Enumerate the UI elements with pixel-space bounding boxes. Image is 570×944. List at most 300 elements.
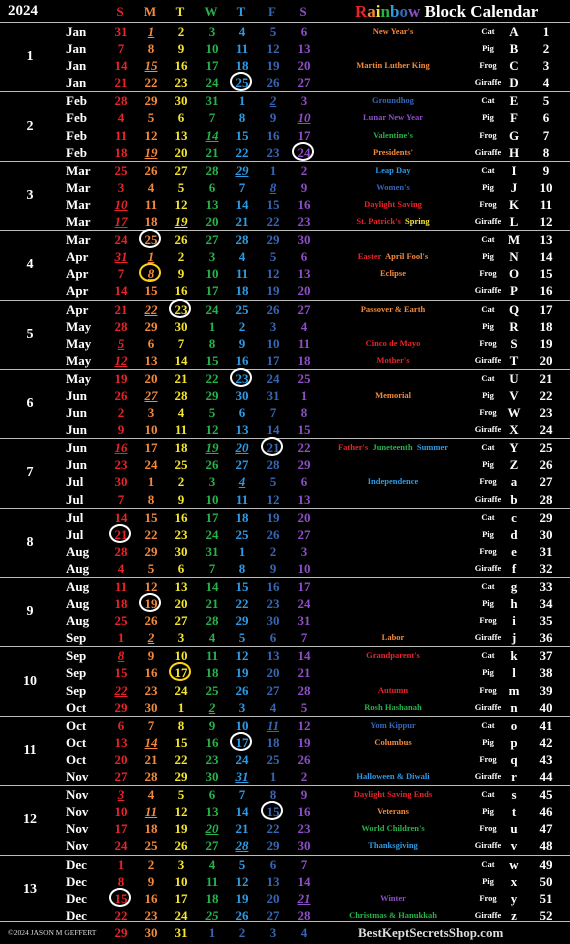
day-cell: 27 (114, 769, 128, 785)
animal-label: Giraffe (474, 909, 502, 920)
day-cell: 9 (177, 491, 185, 507)
day-cell: 31 (174, 924, 188, 940)
day-cell: 14 (114, 509, 128, 525)
animal-label: Pig (482, 389, 494, 400)
month-label: Aug (66, 543, 90, 559)
event-label (320, 803, 466, 820)
day-cell: 3 (117, 179, 125, 195)
day-cell: 17 (205, 58, 219, 74)
day-cell: 19 (266, 283, 280, 299)
week-number: 25 (539, 440, 553, 456)
day-cell: 11 (235, 266, 249, 282)
week-number: 31 (539, 543, 553, 559)
week-number: 5 (542, 93, 550, 109)
week-block (0, 22, 570, 91)
event-text: Thanksgiving (368, 840, 418, 851)
week-number: 37 (539, 648, 553, 664)
animal-label: Frog (479, 684, 497, 695)
day-cell: 22 (235, 596, 249, 612)
letter-label: l (512, 665, 516, 681)
day-cell: 17 (144, 440, 158, 456)
day-cell: 29 (114, 924, 128, 940)
day-cell: 14 (114, 58, 128, 74)
month-label: Nov (66, 769, 89, 785)
month-label: Jan (66, 58, 87, 74)
week-row (0, 768, 570, 785)
week-block (0, 161, 570, 230)
event-label (320, 473, 466, 490)
day-cell: 18 (297, 352, 311, 368)
month-label: Jun (66, 405, 87, 421)
week-number: 8 (542, 144, 550, 160)
letter-label: E (509, 93, 519, 109)
event-label (320, 265, 466, 282)
week-number: 35 (539, 613, 553, 629)
day-cell: 8 (238, 560, 246, 576)
day-cell: 28 (266, 457, 280, 473)
week-number: 28 (539, 491, 553, 507)
title-rainbow-word (355, 2, 420, 21)
week-row (0, 57, 570, 74)
day-cell: 13 (297, 266, 311, 282)
month-label: Oct (66, 717, 87, 733)
day-cell: 9 (117, 422, 125, 438)
day-cell: 18 (114, 144, 128, 160)
day-cell: 31 (205, 543, 219, 559)
animal-label: Cat (481, 95, 495, 106)
day-cell: 5 (238, 856, 246, 872)
day-cell: 15 (144, 58, 158, 74)
day-cell: 30 (297, 838, 311, 854)
month-label: Feb (66, 144, 87, 160)
day-cell: 26 (235, 682, 249, 698)
highlight-circle (169, 299, 191, 318)
day-cell: 17 (205, 283, 219, 299)
week-number: 36 (539, 630, 553, 646)
day-cell: 19 (174, 821, 188, 837)
day-cell: 7 (238, 179, 246, 195)
animal-label: Cat (481, 858, 495, 869)
day-cell: 2 (147, 630, 155, 646)
day-cell: 7 (269, 405, 277, 421)
event-label (320, 682, 466, 699)
day-cell: 12 (174, 804, 188, 820)
letter-label: J (510, 179, 518, 195)
week-row (0, 612, 570, 629)
animal-label: Pig (482, 875, 494, 886)
week-number: 12 (539, 214, 553, 230)
day-cell: 11 (235, 41, 249, 57)
week-number: 21 (539, 370, 553, 386)
day-cell: 13 (235, 422, 249, 438)
day-cell: 30 (266, 613, 280, 629)
animal-label: Cat (481, 442, 495, 453)
day-cell: 3 (238, 699, 246, 715)
week-number: 22 (539, 387, 553, 403)
event-text: Mother's (376, 354, 410, 365)
day-cell: 14 (114, 283, 128, 299)
day-cell: 22 (174, 751, 188, 767)
day-cell: 10 (297, 110, 311, 126)
day-cell: 4 (208, 856, 216, 872)
day-cell: 1 (208, 318, 216, 334)
day-cell: 8 (269, 787, 277, 803)
event-label (320, 352, 466, 369)
day-cell: 2 (177, 24, 185, 39)
month-label: Jun (66, 457, 87, 473)
day-cell: 13 (174, 579, 188, 594)
animal-label: Frog (479, 892, 497, 903)
day-cell: 21 (297, 890, 311, 906)
day-cell: 26 (205, 457, 219, 473)
week-row (0, 629, 570, 646)
animal-label: Giraffe (474, 840, 502, 851)
day-cell: 3 (300, 543, 308, 559)
day-cell: 13 (114, 734, 128, 750)
week-row (0, 318, 570, 335)
day-cell: 30 (144, 924, 158, 940)
letter-label: W (507, 405, 521, 421)
week-number: 17 (539, 301, 553, 317)
year-label: 2024 (8, 3, 38, 19)
copyright: ©2024 JASON M GEFFERT (8, 928, 97, 937)
event-label (320, 837, 466, 854)
dow-saturday: S (299, 4, 307, 19)
day-cell: 8 (147, 491, 155, 507)
day-cell: 26 (144, 162, 158, 178)
day-cell: 25 (205, 907, 219, 923)
day-cell: 13 (297, 41, 311, 57)
letter-label: k (510, 648, 518, 664)
day-cell: 20 (297, 283, 311, 299)
day-cell: 23 (144, 682, 158, 698)
day-cell: 8 (177, 717, 185, 733)
day-cell: 19 (144, 144, 158, 160)
day-cell: 26 (235, 907, 249, 923)
day-cell: 16 (144, 890, 158, 906)
day-cell: 2 (177, 249, 185, 265)
day-cell: 23 (205, 751, 219, 767)
animal-label: Frog (479, 753, 497, 764)
day-cell: 20 (266, 665, 280, 681)
week-row (0, 699, 570, 716)
day-cell: 26 (266, 75, 280, 91)
day-cell: 2 (177, 474, 185, 490)
day-cell: 24 (297, 596, 311, 612)
day-cell: 24 (205, 526, 219, 542)
week-row (0, 179, 570, 196)
day-cell: 6 (269, 856, 277, 872)
day-cell: 11 (297, 335, 311, 351)
day-cell: 16 (114, 440, 128, 456)
week-row (0, 248, 570, 265)
day-cell: 8 (147, 41, 155, 57)
day-cell: 15 (260, 803, 286, 820)
day-cell: 8 (269, 179, 277, 195)
day-cell: 15 (144, 283, 158, 299)
event-label (320, 820, 466, 837)
week-number: 38 (539, 665, 553, 681)
month-label: Dec (66, 890, 87, 906)
day-cell: 17 (297, 127, 311, 143)
day-cell: 18 (235, 283, 249, 299)
day-cell: 24 (174, 682, 188, 698)
website-link[interactable]: BestKeptSecretsShop.com (358, 925, 504, 940)
day-cell: 31 (114, 249, 128, 265)
day-cell: 1 (300, 387, 308, 403)
event-label (320, 629, 466, 646)
day-cell: 14 (205, 579, 219, 594)
day-cell: 20 (174, 596, 188, 612)
day-cell: 4 (117, 110, 125, 126)
day-cell: 22 (114, 907, 128, 923)
week-row (0, 196, 570, 213)
block-number: 4 (26, 257, 34, 273)
day-cell: 28 (114, 318, 128, 334)
day-cell: 21 (144, 751, 158, 767)
day-cell: 13 (174, 127, 188, 143)
letter-label: F (510, 110, 518, 126)
day-cell: 10 (266, 335, 280, 351)
day-cell: 22 (235, 144, 249, 160)
day-cell: 24 (205, 75, 219, 91)
day-cell: 8 (138, 265, 164, 282)
day-cell: 26 (174, 838, 188, 854)
week-row (0, 890, 570, 907)
month-label: Mar (66, 179, 91, 195)
day-cell: 28 (297, 907, 311, 923)
day-cell: 5 (117, 335, 125, 351)
day-cell: 6 (269, 630, 277, 646)
day-cell: 2 (269, 93, 277, 109)
month-label: Oct (66, 699, 87, 715)
day-cell: 5 (238, 630, 246, 646)
letter-label: H (508, 144, 520, 160)
day-cell: 25 (114, 162, 128, 178)
day-cell: 7 (300, 630, 308, 646)
animal-label: Giraffe (474, 632, 502, 643)
letter-label: r (511, 769, 517, 785)
animal-label: Cat (481, 234, 495, 245)
block-number: 6 (26, 396, 34, 412)
day-cell: 25 (235, 526, 249, 542)
day-cell: 16 (144, 665, 158, 681)
day-cell: 5 (177, 179, 185, 195)
block-number: 7 (26, 465, 34, 481)
day-cell: 19 (205, 440, 219, 456)
day-cell: 21 (235, 214, 249, 230)
week-row (0, 144, 570, 161)
day-cell: 11 (114, 579, 128, 594)
week-number: 4 (542, 75, 550, 91)
month-label: Jun (66, 422, 87, 438)
day-cell: 12 (144, 127, 158, 143)
day-cell: 9 (269, 110, 277, 126)
day-cell: 26 (266, 301, 280, 317)
month-label: Mar (66, 214, 91, 230)
day-cell: 30 (297, 232, 311, 248)
week-number: 27 (539, 474, 553, 490)
day-cell: 6 (147, 335, 155, 351)
day-cell: 1 (177, 699, 185, 715)
title-letter: a (367, 2, 376, 21)
week-number: 1 (542, 24, 550, 39)
week-row (0, 491, 570, 508)
day-cell: 22 (114, 682, 128, 698)
event-text: Yom Kippur (370, 719, 416, 730)
day-cell: 23 (266, 596, 280, 612)
day-cell: 15 (235, 127, 249, 143)
week-number: 50 (539, 873, 553, 889)
event-text: World Children's (361, 823, 425, 834)
day-cell: 25 (266, 751, 280, 767)
week-row (0, 526, 570, 543)
day-cell: 17 (114, 821, 128, 837)
week-row (0, 439, 570, 456)
day-cell: 22 (144, 75, 158, 91)
week-number: 2 (542, 41, 550, 57)
day-cell: 17 (266, 352, 280, 368)
day-cell: 25 (114, 613, 128, 629)
day-cell: 3 (269, 924, 277, 940)
day-cell: 16 (266, 127, 280, 143)
week-block (0, 646, 570, 715)
event-text: Cinco de Mayo (365, 337, 421, 348)
day-cell: 27 (297, 75, 311, 91)
day-cell: 2 (269, 543, 277, 559)
day-cell: 18 (174, 440, 188, 456)
week-row (0, 473, 570, 490)
day-cell: 24 (144, 457, 158, 473)
day-cell: 1 (269, 769, 277, 785)
week-row (0, 456, 570, 473)
day-cell: 14 (174, 352, 188, 368)
animal-label: Pig (482, 598, 494, 609)
letter-label: b (510, 491, 518, 507)
block-number: 2 (26, 118, 34, 134)
letter-label: z (511, 907, 517, 923)
day-cell: 3 (147, 405, 155, 421)
event-text: Easter (357, 251, 382, 262)
day-cell: 6 (117, 717, 125, 733)
letter-label: g (510, 579, 518, 594)
highlight-circle (230, 368, 252, 387)
week-number: 33 (539, 579, 553, 594)
day-cell: 29 (174, 769, 188, 785)
animal-label: Frog (479, 337, 497, 348)
block-number: 13 (23, 881, 37, 897)
day-cell: 5 (269, 249, 277, 265)
letter-label: I (511, 162, 517, 178)
month-label: Mar (66, 232, 91, 248)
day-cell: 15 (205, 352, 219, 368)
day-cell: 15 (266, 196, 280, 212)
letter-label: D (509, 75, 519, 91)
event-text: April Fool's (381, 251, 429, 262)
day-cell: 22 (144, 301, 158, 317)
day-cell: 27 (266, 907, 280, 923)
day-cell: 1 (208, 924, 216, 940)
day-cell: 28 (114, 93, 128, 109)
day-cell: 9 (147, 873, 155, 889)
week-row (0, 751, 570, 768)
week-number: 16 (539, 283, 553, 299)
highlight-circle (139, 263, 161, 282)
animal-label: Giraffe (474, 424, 502, 435)
highlight-circle (261, 801, 283, 820)
day-cell: 13 (144, 352, 158, 368)
letter-label: u (510, 821, 518, 837)
day-cell: 26 (266, 526, 280, 542)
day-cell: 12 (266, 266, 280, 282)
day-cell: 29 (144, 318, 158, 334)
day-cell: 18 (235, 509, 249, 525)
day-cell: 26 (174, 232, 188, 248)
day-cell: 4 (238, 249, 246, 265)
day-cell: 7 (177, 335, 185, 351)
event-text: Independence (367, 476, 419, 487)
day-cell: 27 (205, 232, 219, 248)
day-cell: 29 (144, 543, 158, 559)
day-cell: 21 (205, 144, 219, 160)
animal-label: Frog (479, 615, 497, 626)
letter-label: K (508, 196, 520, 212)
day-cell: 1 (238, 93, 246, 109)
day-cell: 28 (235, 232, 249, 248)
day-cell: 22 (266, 821, 280, 837)
day-cell: 12 (144, 579, 158, 594)
day-cell: 2 (208, 699, 216, 715)
day-cell: 7 (238, 787, 246, 803)
day-cell: 10 (114, 196, 128, 212)
day-cell: 28 (144, 769, 158, 785)
day-cell: 8 (208, 335, 216, 351)
day-cell: 17 (168, 664, 194, 681)
month-label: Jun (66, 387, 87, 403)
day-cell: 20 (205, 214, 219, 230)
day-cell: 30 (174, 543, 188, 559)
day-cell: 31 (114, 24, 128, 39)
week-row (0, 23, 570, 40)
month-label: Jan (66, 24, 87, 39)
letter-label: f (511, 560, 517, 576)
day-cell: 19 (235, 890, 249, 906)
day-cell: 11 (174, 422, 188, 438)
day-cell: 28 (205, 613, 219, 629)
day-cell: 7 (117, 41, 125, 57)
calendar-header (0, 0, 570, 22)
day-cell: 3 (208, 24, 216, 39)
week-number: 7 (542, 127, 550, 143)
day-cell: 18 (205, 890, 219, 906)
day-cell: 16 (174, 58, 188, 74)
animal-label: Pig (482, 320, 494, 331)
day-cell: 29 (144, 93, 158, 109)
dow-sunday: S (116, 4, 124, 19)
week-row (0, 370, 570, 387)
week-row (0, 404, 570, 421)
day-cell: 19 (297, 734, 311, 750)
day-cell: 23 (266, 144, 280, 160)
letter-label: d (510, 526, 518, 542)
week-row (0, 265, 570, 282)
day-cell: 28 (297, 682, 311, 698)
week-block (0, 577, 570, 646)
event-text: Spring (400, 216, 430, 227)
day-cell: 16 (297, 196, 311, 212)
week-number: 30 (539, 526, 553, 542)
title-letter: R (355, 2, 368, 21)
